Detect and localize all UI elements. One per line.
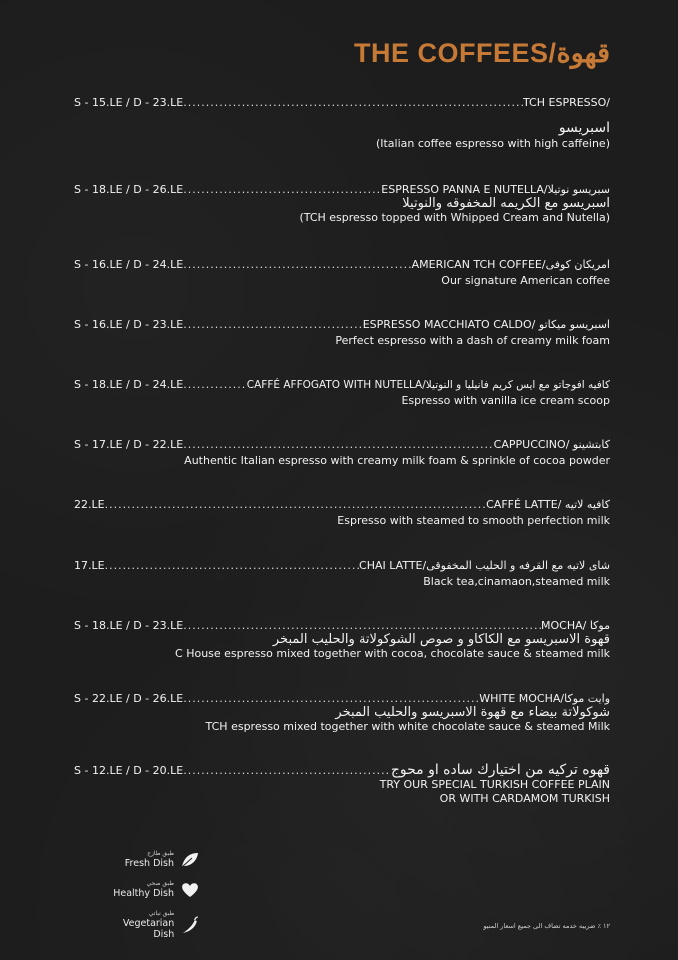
menu-item-chai-latte <box>74 559 610 589</box>
dot-leader <box>183 318 362 332</box>
tax-note: ١٢ ٪ ضريبه خدمه تضاف الى جميع اسعار المنيو <box>483 922 610 930</box>
legend-label-ar: طبق نباتي <box>148 910 175 917</box>
item-name: ESPRESSO MACCHIATO CALDO/ اسبريسو ميكاتو <box>362 318 610 331</box>
dot-leader <box>183 619 541 633</box>
menu-item-american-coffee <box>74 258 610 288</box>
item-price: 22.LE <box>74 498 105 511</box>
dot-leader <box>105 559 359 573</box>
dot-leader <box>183 183 381 197</box>
item-name: WHITE MOCHA/وايت موكا <box>479 692 610 705</box>
item-price: S - 22.LE / D - 26.LE <box>74 692 184 705</box>
dot-leader <box>183 764 391 778</box>
menu-item-mocha <box>74 619 610 661</box>
item-name: قهوه تركيه من اختيارك ساده او محوج <box>390 762 610 778</box>
item-desc-en: TRY OUR SPECIAL TURKISH COFFEE PLAIN <box>379 778 610 791</box>
item-desc-ar: شوكولاتة بيضاء مع قهوة الاسبريسو والحليب المبخر <box>335 705 610 720</box>
item-price: S - 16.LE / D - 23.LE <box>74 318 184 331</box>
item-desc-en: Our signature American coffee <box>441 274 610 287</box>
leaf-icon <box>180 851 200 869</box>
item-desc-en: Espresso with vanilla ice cream scoop <box>401 394 610 407</box>
legend-label-ar: طبق صحي <box>146 880 174 887</box>
item-name: CAPPUCCINO/ كابتشينو <box>493 438 610 451</box>
dot-leader <box>105 498 487 512</box>
item-desc-en: Black tea,cinamaon,steamed milk <box>423 575 610 588</box>
item-name: TCH ESPRESSO/ <box>522 96 610 109</box>
item-price: S - 18.LE / D - 24.LE <box>74 378 184 391</box>
menu-item-caffe-latte <box>74 498 610 528</box>
chili-icon <box>180 916 200 934</box>
item-name: CHAI LATTE/شاى لاتيه مع القرفه و الحليب المخفوقى <box>359 559 610 572</box>
dot-leader <box>183 258 411 272</box>
legend-label-en: Fresh Dish <box>124 858 174 869</box>
menu-item-macchiato <box>74 318 610 348</box>
item-desc-en: (TCH espresso topped with Whipped Cream and Nutella) <box>299 211 610 224</box>
item-desc-en: Espresso with steamed to smooth perfection milk <box>337 514 610 527</box>
menu-item-turkish-coffee <box>74 763 610 806</box>
dot-leader <box>183 378 247 392</box>
heart-icon <box>180 881 200 899</box>
menu-item-panna-nutella <box>74 183 610 225</box>
legend-fresh <box>125 850 200 869</box>
item-desc-en: (Italian coffee espresso with high caffeine) <box>375 137 610 150</box>
dot-leader <box>183 692 479 706</box>
item-desc-ar: اسبريسو <box>558 120 610 136</box>
item-name: AMERICAN TCH COFFEE/امريكان كوفى <box>411 258 610 271</box>
item-desc-en: C House espresso mixed together with cocoa, chocolate sauce & steamed milk <box>175 647 610 660</box>
item-price: S - 12.LE / D - 20.LE <box>74 764 184 777</box>
legend-label-en: Healthy Dish <box>113 888 174 899</box>
menu-item-white-mocha <box>74 692 610 734</box>
legend-label-en: Vegetarian Dish <box>122 918 175 940</box>
item-desc-en: Authentic Italian espresso with creamy milk foam & sprinkle of cocoa powder <box>184 454 610 467</box>
menu-item-cappuccino <box>74 438 610 468</box>
legend-label-ar: طبق طازج <box>147 850 174 857</box>
item-name: CAFFÉ AFFOGATO WITH NUTELLA/كافيه افوجاتو مع ايس كريم فانيليا و النوتيلا <box>246 379 610 391</box>
item-desc-en: TCH espresso mixed together with white chocolate sauce & steamed Milk <box>205 720 610 733</box>
legend-vegetarian <box>100 910 200 940</box>
dot-leader <box>183 438 493 452</box>
dish-legend <box>100 850 200 940</box>
dot-leader <box>183 96 523 110</box>
item-price: S - 18.LE / D - 23.LE <box>74 619 184 632</box>
item-price: S - 17.LE / D - 22.LE <box>74 438 184 451</box>
page-title: THE COFFEES/قهوة <box>354 38 610 68</box>
item-desc-ar: قهوة الاسبريسو مع الكاكاو و صوص الشوكولاتة والحليب المبخر <box>272 632 610 647</box>
item-desc-ar: اسبريسو مع الكريمه المخفوقه والنوتيلا <box>402 196 610 211</box>
item-price: S - 15.LE / D - 23.LE <box>74 96 184 109</box>
menu-item-affogato <box>74 378 610 408</box>
item-price: 17.LE <box>74 559 105 572</box>
item-name: MOCHA/ موكا <box>540 619 610 632</box>
item-desc-en: OR WITH CARDAMOM TURKISH <box>439 792 610 805</box>
item-desc-en: Perfect espresso with a dash of creamy milk foam <box>335 334 610 347</box>
item-name: ESPRESSO PANNA E NUTELLA/سبريسو نوتيلا <box>381 183 610 196</box>
legend-healthy <box>113 880 200 899</box>
item-price: S - 18.LE / D - 26.LE <box>74 183 184 196</box>
menu-item-tch-espresso <box>74 96 610 151</box>
item-name: CAFFÉ LATTE/ كافيه لاتيه <box>486 498 610 511</box>
item-price: S - 16.LE / D - 24.LE <box>74 258 184 271</box>
